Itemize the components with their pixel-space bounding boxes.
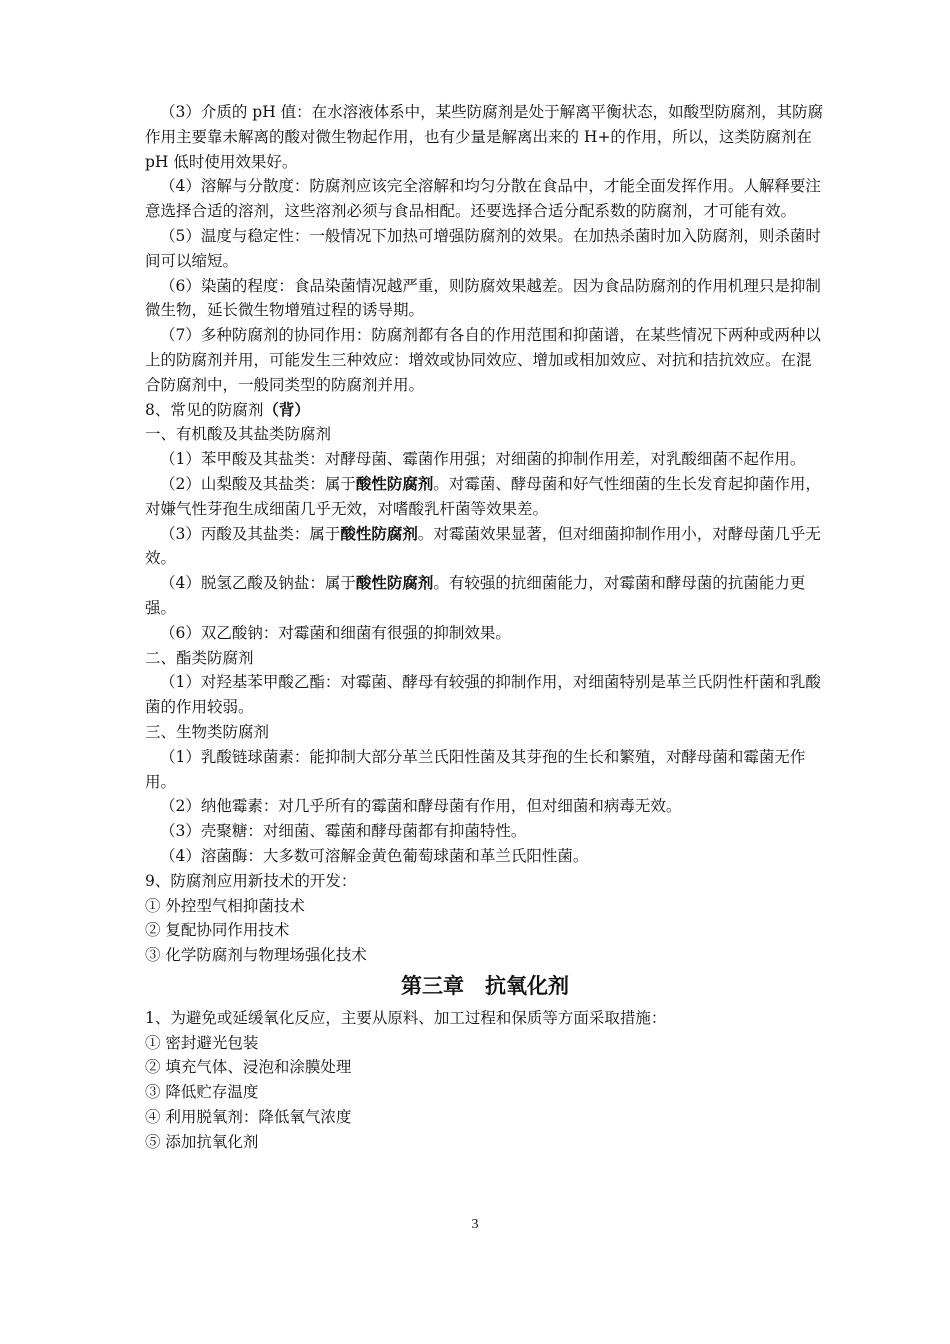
item-propionic-acid-pre: （3）丙酸及其盐类：属于: [160, 524, 341, 543]
subheading-esters: 二、酯类防腐剂: [145, 648, 254, 667]
item-sorbic-acid-pre: （2）山梨酸及其盐类：属于: [160, 474, 356, 493]
page-content: [145, 100, 825, 1155]
list-item: ⑤ 添加抗氧化剂: [145, 1132, 259, 1151]
list-item: ① 密封避光包装: [145, 1033, 259, 1052]
paragraph-solubility: （4）溶解与分散度：防腐剂应该完全溶解和均匀分散在食品中，才能全面发挥作用。人解释要注意选择合适的溶剂，这些溶剂必须与食品相配。还要选择合适分配系数的防腐剂，才可能有效。: [145, 177, 821, 221]
item-benzoic-acid: （1）苯甲酸及其盐类：对酵母菌、霉菌作用强；对细菌的抑制作用差，对乳酸细菌不起作用。: [160, 450, 806, 469]
list-item: ② 复配协同作用技术: [145, 921, 290, 940]
subheading-organic-acids: 一、有机酸及其盐类防腐剂: [145, 425, 332, 444]
item-propionic-acid-post: 。对霉菌效果显著，但对细菌抑制作用小，对酵母菌几乎无效。: [145, 524, 821, 568]
section-8-note: （背）: [263, 399, 310, 419]
paragraph-synergy: （7）多种防腐剂的协同作用：防腐剂都有各自的作用范围和抑菌谱，在某些情况下两种或两种以上的防腐剂并用，可能发生三种效应：增效或协同效应、增加或相加效应、对抗和拮抗效应。在混合防腐剂中，一般同类型的防腐剂并用。: [145, 326, 821, 394]
page-number: 3: [471, 1217, 479, 1232]
section-8-heading: [145, 398, 825, 423]
item-nisin: （1）乳酸链球菌素：能抑制大部分革兰氏阳性菌及其芽孢的生长和繁殖，对酵母菌和霉菌无作用。: [145, 747, 806, 791]
item-dehydroacetic-acid: [145, 571, 825, 621]
list-item: ④ 利用脱氧剂：降低氧气浓度: [145, 1108, 352, 1127]
section-8-title: 8、常见的防腐剂: [145, 400, 264, 419]
item-natamycin: （2）纳他霉素：对几乎所有的霉菌和酵母菌有作用，但对细菌和病毒无效。: [160, 797, 682, 816]
list-item: ① 外控型气相抑菌技术: [145, 896, 305, 915]
section-9-heading: 9、防腐剂应用新技术的开发：: [145, 871, 357, 890]
item-dehydroacetic-acid-post: 。有较强的抗细菌能力，对霉菌和酵母菌的抗菌能力更强。: [145, 574, 806, 617]
subheading-biological: 三、生物类防腐剂: [145, 722, 270, 741]
paragraph-temperature: （5）温度与稳定性：一般情况下加热可增强防腐剂的效果。在加热杀菌时加入防腐剂，则杀菌时间可以缩短。: [145, 226, 821, 270]
item-propionic-acid: [145, 522, 825, 572]
chapter-3-intro: 1、为避免或延缓氧化反应，主要从原料、加工过程和保质等方面采取措施：: [145, 1008, 667, 1027]
list-item: ③ 化学防腐剂与物理场强化技术: [145, 946, 367, 965]
item-sorbic-acid: [145, 472, 825, 522]
list-item: ③ 降低贮存温度: [145, 1083, 259, 1102]
paragraph-contamination: （6）染菌的程度：食品染菌情况越严重，则防腐效果越差。因为食品防腐剂的作用机理只是抑制微生物，延长微生物增殖过程的诱导期。: [145, 276, 821, 320]
item-propionic-acid-bold: 酸性防腐剂: [340, 523, 418, 543]
list-item: ② 填充气体、浸泡和涂膜处理: [145, 1058, 352, 1077]
chapter-title: 第三章 抗氧化剂: [401, 973, 569, 998]
item-dehydroacetic-acid-bold: 酸性防腐剂: [355, 573, 434, 593]
item-sorbic-acid-post: 。对霉菌、酵母菌和好气性细菌的生长发育起抑菌作用，对嫌气性芽孢生成细菌几乎无效，对嗜酸乳杆菌等效果差。: [145, 474, 821, 518]
item-paraben: （1）对羟基苯甲酸乙酯：对霉菌、酵母有较强的抑制作用，对细菌特别是革兰氏阴性杆菌和乳酸菌的作用较弱。: [145, 673, 821, 717]
item-lysozyme: （4）溶菌酶：大多数可溶解金黄色葡萄球菌和革兰氏阳性菌。: [160, 846, 589, 865]
paragraph-ph: （3）介质的 pH 值：在水溶液体系中，某些防腐剂是处于解离平衡状态，如酸型防腐剂，其防腐作用主要靠未解离的酸对微生物起作用，也有少量是解离出来的 H+的作用，所以，这类防腐剂在 pH 低时使用效果好。: [145, 103, 824, 171]
item-sodium-diacetate: （6）双乙酸钠：对霉菌和细菌有很强的抑制效果。: [160, 623, 511, 642]
item-sorbic-acid-bold: 酸性防腐剂: [355, 473, 434, 493]
item-chitosan: （3）壳聚糖：对细菌、霉菌和酵母菌都有抑菌特性。: [160, 822, 527, 841]
item-dehydroacetic-acid-pre: （4）脱氢乙酸及钠盐：属于: [160, 574, 356, 593]
